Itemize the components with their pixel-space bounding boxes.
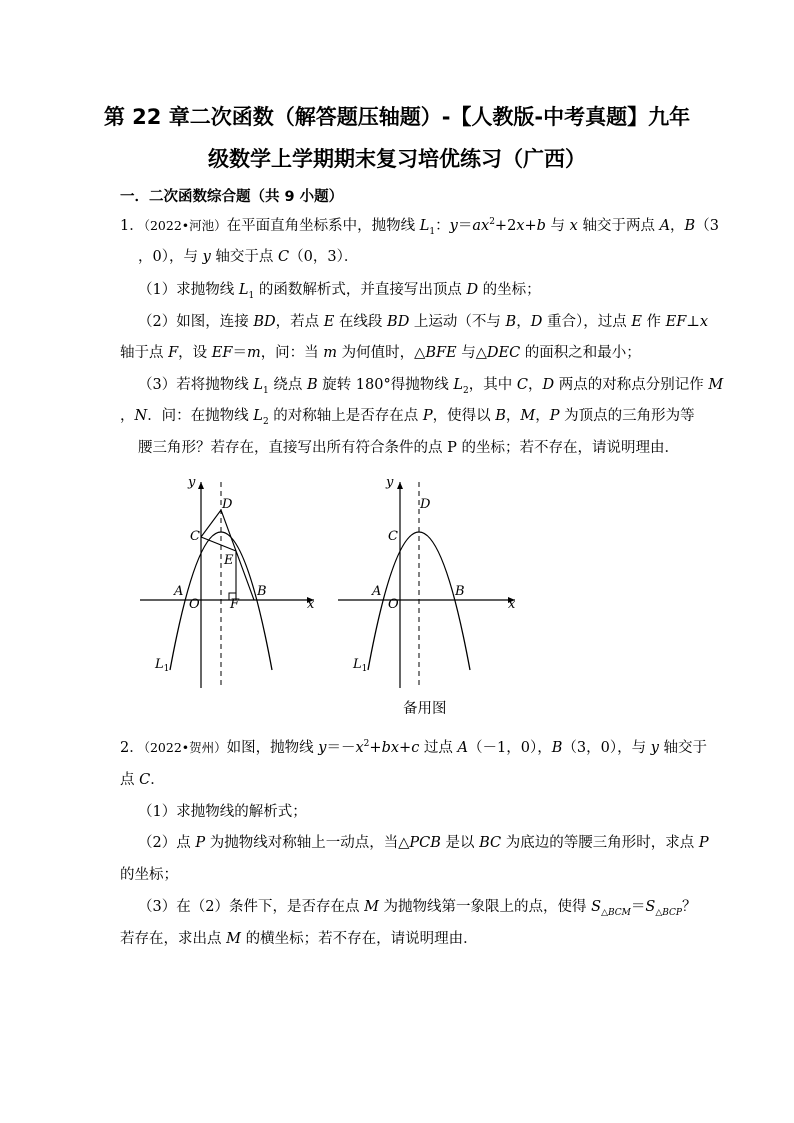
q1-var: L [253, 408, 263, 424]
q1-var: m [246, 345, 261, 361]
label-y-spare: y [386, 475, 394, 490]
q1-var: A [659, 218, 671, 234]
q2-var: S [645, 899, 656, 915]
q2-var: A [457, 740, 469, 756]
q1-text: ，使得以 [432, 408, 496, 424]
q1-text: （3）若将抛物线 [138, 377, 254, 393]
q2-text: （2）点 [138, 835, 196, 851]
q2-text: 为抛物线对称轴上一动点，当△ [205, 835, 410, 851]
q1-sub: 1 [429, 226, 436, 237]
page-title-line-1: 第 22 章二次函数（解答题压轴题）-【人教版-中考真题】九年 [103, 105, 691, 129]
q1-text: 轴交于两点 [577, 218, 660, 234]
q1-text: 与 [545, 218, 570, 234]
q1-sub: 1 [248, 290, 255, 301]
q2-line-1 [120, 738, 707, 758]
q1-text: 重合），过点 [542, 314, 632, 330]
label-L1-spare: $L_1$ [353, 657, 368, 674]
q1-text: 在平面直角坐标系中，抛物线 [226, 218, 420, 234]
q1-var: b [536, 218, 546, 234]
q2-text: 为底边的等腰三角形时，求点 [501, 835, 699, 851]
label-O: O [189, 597, 200, 612]
q2-text: ＝ [630, 899, 646, 915]
q2-part-3 [138, 897, 696, 917]
q1-text: 的函数解析式，并直接写出顶点 [254, 282, 467, 298]
q2-text: 如图，抛物线 [226, 740, 319, 756]
q1-figures [0, 470, 794, 710]
label-C-spare: C [388, 529, 398, 544]
q1-var: BD [387, 314, 410, 330]
q1-var: E [631, 314, 642, 330]
q2-source: （2022•贺州） [143, 740, 227, 755]
q1-var: D [466, 282, 479, 298]
q1-var: BD [253, 314, 276, 330]
q1-text: 的面积之和最小； [520, 345, 641, 361]
q1-text: ， [670, 218, 685, 234]
label-O-spare: O [388, 597, 399, 612]
q1-var: y [202, 249, 211, 265]
q1-var: BFE [425, 345, 457, 361]
q1-text: ， [535, 408, 550, 424]
q2-var: S [591, 899, 602, 915]
label-B: B [257, 584, 267, 599]
q1-text: 的坐标； [478, 282, 541, 298]
label-y: y [188, 475, 196, 490]
q1-sub: 2 [463, 385, 469, 396]
q1-var: EF [665, 314, 687, 330]
q1-var: B [495, 408, 506, 424]
q1-text: +2 [494, 218, 517, 234]
q2-var: M [226, 931, 241, 947]
q1-part-2-cont [120, 343, 641, 363]
q1-text: 绕点 [268, 377, 307, 393]
q1-text: ，若点 [275, 314, 324, 330]
q2-text: ． [150, 772, 165, 788]
q2-text: （－1，0）， [468, 740, 552, 756]
q1-text: ，0），与 [138, 249, 203, 265]
q1-var: ax [472, 218, 490, 234]
q2-text: 过点 [419, 740, 458, 756]
q2-var: P [195, 835, 206, 851]
q2-var: P [698, 835, 709, 851]
q1-var: EF [211, 345, 233, 361]
q2-var: c [411, 740, 420, 756]
label-C: C [190, 529, 200, 544]
q1-var: B [684, 218, 696, 234]
q2-sub: △BCM [601, 907, 631, 918]
q1-var: x [569, 218, 578, 234]
q2-text: （3，0），与 [562, 740, 651, 756]
q2-var: BC [479, 835, 502, 851]
q1-var: P [422, 408, 433, 424]
q2-text: 若存在，求出点 [120, 931, 227, 947]
q1-text: ＝ [232, 345, 247, 361]
q1-var: D [542, 377, 555, 393]
q2-text: 为抛物线第一象限上的点，使得 [378, 899, 592, 915]
q1-text: ： [435, 218, 450, 234]
label-x-spare: x [508, 597, 516, 612]
label-A-spare: A [372, 584, 382, 599]
q2-text: ？ [681, 899, 697, 915]
label-x: x [307, 597, 315, 612]
y-axis-arrow [198, 482, 204, 489]
q1-part-3-cont [120, 406, 695, 426]
q1-var: E [323, 314, 335, 330]
q2-number: 2． [120, 740, 144, 756]
q1-source: （2022•河池） [143, 218, 227, 233]
label-E: E [224, 553, 234, 568]
q2-sub: △BCP [655, 907, 682, 918]
q1-var: x [699, 314, 709, 330]
q1-number: 1． [120, 218, 144, 234]
q1-var: y [449, 218, 458, 234]
page-title-line-2: 级数学上学期期末复习培优练习（广西） [208, 147, 586, 171]
q1-text: 为顶点的三角形为等 [559, 408, 695, 424]
q1-var: L [238, 282, 249, 298]
q1-var: M [520, 408, 536, 424]
q1-text: 与△ [456, 345, 487, 361]
q1-text: （0，3）． [289, 249, 359, 265]
q1-text: ， [505, 408, 521, 424]
q1-part-2 [138, 312, 708, 332]
q1-text: ， [527, 377, 543, 393]
q1-part-1 [138, 280, 541, 300]
q2-text: 是以 [440, 835, 480, 851]
q1-var: DEC [486, 345, 521, 361]
q2-var: PCB [409, 835, 441, 851]
q2-sup: 2 [363, 739, 370, 750]
q1-text: ．问：在抛物线 [147, 408, 254, 424]
q1-text: 旋转 180°得抛物线 [317, 377, 454, 393]
q1-var: L [453, 377, 463, 393]
q1-var: C [516, 377, 528, 393]
figure-caption: 备用图 [403, 701, 447, 717]
q1-line-1 [120, 216, 719, 236]
q1-text: ⊥ [686, 314, 700, 330]
q1-text: 轴于点 [120, 345, 169, 361]
q2-var: M [364, 899, 379, 915]
q1-var: B [306, 377, 318, 393]
q1-sub: 1 [262, 385, 269, 396]
q1-var: L [419, 218, 430, 234]
q2-text: （3）在（2）条件下，是否存在点 [138, 899, 365, 915]
q2-part-1: （1）求抛物线的解析式； [138, 804, 307, 820]
q1-line-2 [138, 247, 358, 267]
q1-text: 在线段 [334, 314, 388, 330]
y-axis-arrow-spare [397, 482, 403, 489]
q1-text: ，问：当 [260, 345, 324, 361]
label-D: D [222, 497, 233, 512]
q2-var: B [551, 740, 563, 756]
q1-text: 作 [641, 314, 666, 330]
q2-var: x [355, 740, 364, 756]
q1-part-3 [138, 375, 723, 395]
q2-text: 点 [120, 772, 140, 788]
q1-text: （1）求抛物线 [138, 282, 239, 298]
q1-text: + [524, 218, 537, 234]
section-heading: 一．二次函数综合题（共 9 小题） [120, 189, 344, 205]
q1-var: M [708, 377, 724, 393]
label-D-spare: D [420, 497, 431, 512]
q2-var: bx [381, 740, 400, 756]
q1-part-3-end: 腰三角形？若存在，直接写出所有符合条件的点 P 的坐标；若不存在，请说明理由． [138, 440, 679, 456]
q1-var: C [278, 249, 290, 265]
label-F: F [230, 597, 240, 612]
q2-var: y [318, 740, 327, 756]
q1-text: ，设 [178, 345, 212, 361]
q2-var: y [650, 740, 659, 756]
q1-text: ， [516, 314, 531, 330]
q2-line-2 [120, 770, 165, 790]
q1-sup: 2 [489, 217, 495, 228]
q2-text: + [399, 740, 412, 756]
q1-text: （2）如图，连接 [138, 314, 254, 330]
q1-sub: 2 [262, 416, 269, 427]
q1-var: x [516, 218, 525, 234]
q1-var: m [323, 345, 338, 361]
figure-spare [338, 475, 516, 688]
q2-part-2 [138, 833, 709, 853]
q2-var: C [139, 772, 151, 788]
q1-text: 轴交于点 [210, 249, 279, 265]
q2-text: 轴交于 [658, 740, 707, 756]
q1-text: （3 [695, 218, 719, 234]
q1-var: F [168, 345, 179, 361]
q1-text: 两点的对称点分别记作 [554, 377, 709, 393]
q1-var: B [505, 314, 517, 330]
q2-text: ＝－ [326, 740, 356, 756]
q1-text: 为何值时，△ [337, 345, 426, 361]
q1-text: ＝ [457, 218, 473, 234]
q1-var: N [134, 408, 148, 424]
q2-part-2-cont: 的坐标； [120, 867, 178, 883]
q1-var: L [253, 377, 263, 393]
q1-text: ， [120, 408, 135, 424]
q2-part-3-cont [120, 929, 478, 949]
q1-var: D [530, 314, 543, 330]
q1-text: 的对称轴上是否存在点 [268, 408, 423, 424]
q2-text: + [369, 740, 382, 756]
q1-text: 上运动（不与 [409, 314, 506, 330]
label-A: A [174, 584, 184, 599]
figure-main [140, 475, 315, 688]
label-L1: $L_1$ [155, 657, 170, 674]
label-B-spare: B [455, 584, 465, 599]
q1-text: ，其中 [468, 377, 517, 393]
q2-text: 的横坐标；若不存在，请说明理由． [240, 931, 478, 947]
q1-var: P [549, 408, 560, 424]
